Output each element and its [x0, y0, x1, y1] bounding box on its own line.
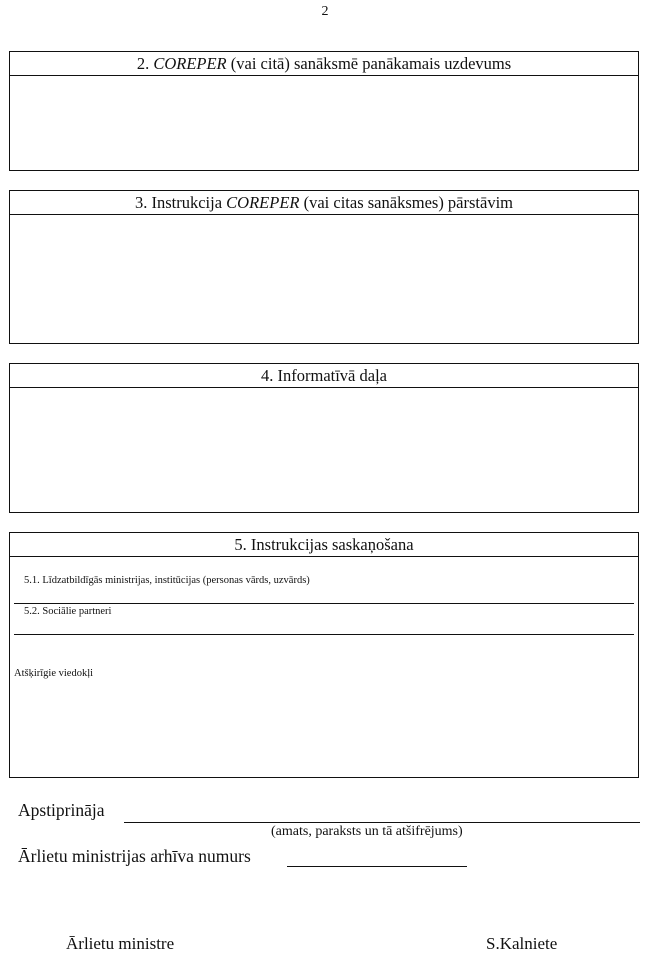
- coordination-dissenting-views: Atšķirīgie viedokļi: [14, 668, 94, 679]
- coordination-item-social-partners: 5.2. Sociālie partneri: [24, 606, 112, 617]
- section-2-title: 2. COREPER (vai citā) sanāksmē panākamais uzdevums: [10, 52, 638, 76]
- section-4-title: 4. Informatīvā daļa: [10, 364, 638, 388]
- section-5-title: 5. Instrukcijas saskaņošana: [10, 533, 638, 557]
- approval-signature-line[interactable]: [124, 822, 640, 823]
- archive-number-label: Ārlietu ministrijas arhīva numurs: [18, 846, 251, 866]
- coordination-divider-2: [14, 634, 634, 635]
- section-5-box: [9, 532, 639, 778]
- archive-number-line[interactable]: [287, 866, 467, 867]
- section-3-title: 3. Instrukcija COREPER (vai citas sanāksmes) pārstāvim: [10, 191, 638, 215]
- minister-name: S.Kalniete: [486, 934, 558, 953]
- section-4-box: [9, 363, 639, 513]
- page-number: 2: [321, 4, 329, 19]
- coordination-item-ministries: 5.1. Līdzatbildīgās ministrijas, institūcijas (personas vārds, uzvārds): [24, 575, 310, 586]
- approval-label: Apstiprināja: [18, 800, 105, 820]
- section-2-box: [9, 51, 639, 171]
- approval-hint: (amats, paraksts un tā atšifrējums): [271, 824, 463, 839]
- minister-title: Ārlietu ministre: [66, 934, 175, 953]
- coordination-divider-1: [14, 603, 634, 604]
- section-3-box: [9, 190, 639, 344]
